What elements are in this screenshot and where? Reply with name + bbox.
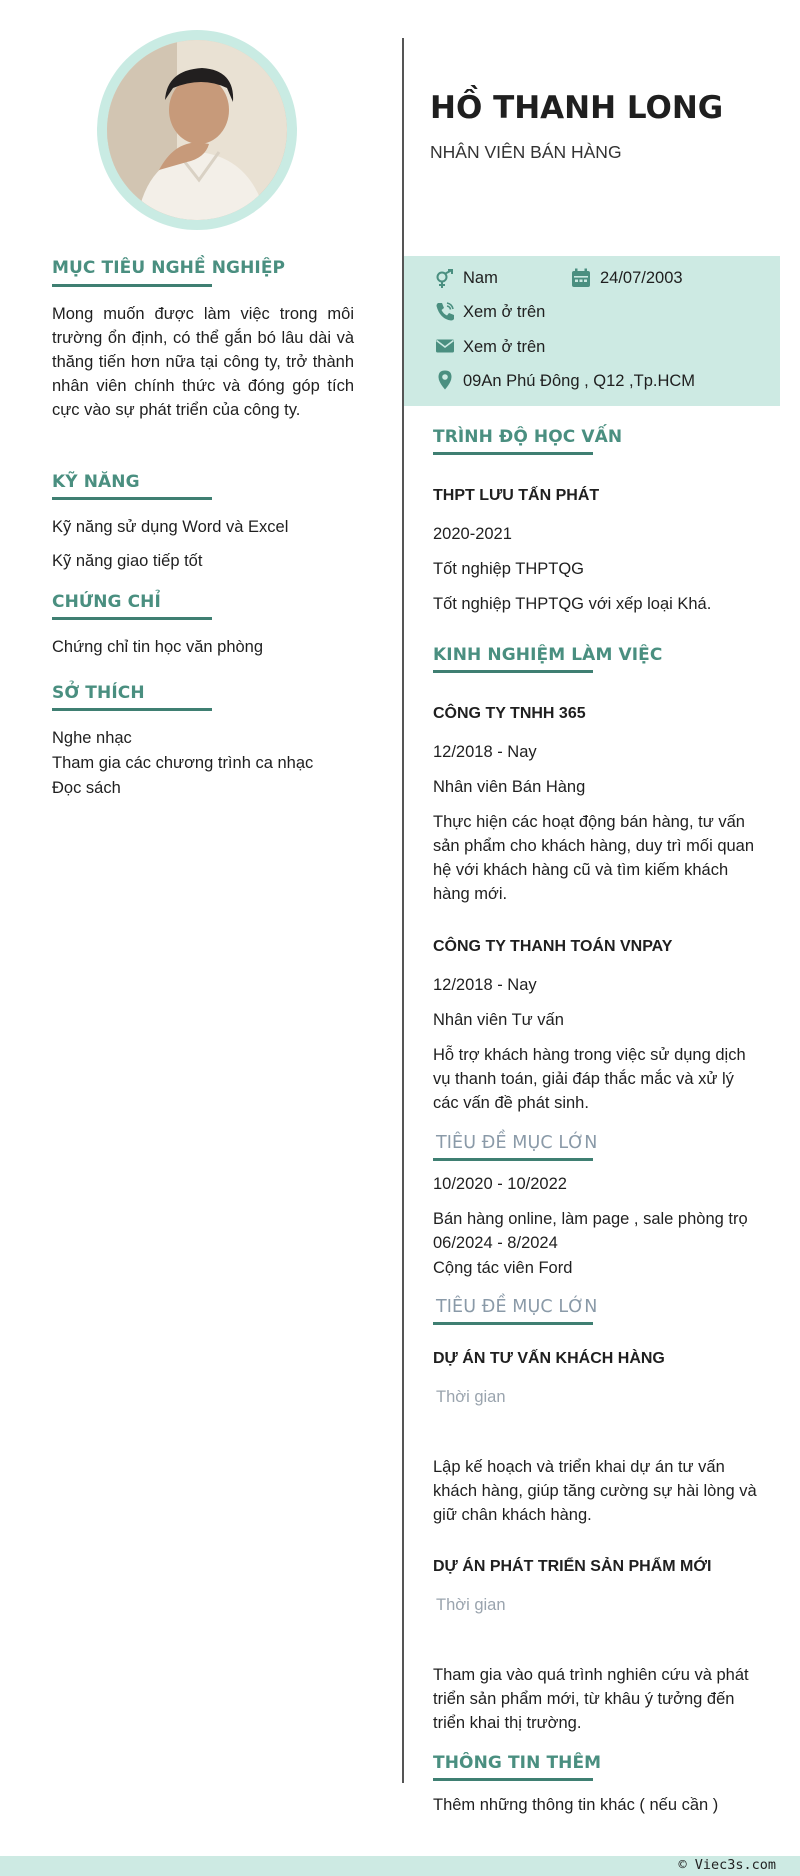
address-value: 09An Phú Đông , Q12 ,Tp.HCM — [463, 372, 696, 390]
education-title-underline — [433, 452, 593, 455]
project-time: Thời gian — [436, 1596, 506, 1614]
job-period: 12/2018 - Nay — [433, 743, 537, 761]
location-pin-icon — [434, 369, 456, 391]
job-description: Thực hiện các hoạt động bán hàng, tư vấn sản phẩm cho khách hàng, duy trì mối quan hệ với khách hàng cũ và tìm kiếm khách hàng mới. — [433, 813, 755, 903]
extra-line: 06/2024 - 8/2024 — [433, 1234, 558, 1252]
education-degree: Tốt nghiệp THPTQG — [433, 560, 585, 578]
phone-icon — [434, 300, 456, 322]
experience-title: KINH NGHIỆM LÀM VIỆC — [433, 645, 663, 665]
project-time: Thời gian — [436, 1388, 506, 1406]
additional-title-underline — [433, 1778, 593, 1781]
skill-item: Kỹ năng giao tiếp tốt — [52, 552, 203, 570]
experience-title-underline — [433, 670, 593, 673]
birthday-value: 24/07/2003 — [600, 269, 683, 287]
project-description: Tham gia vào quá trình nghiên cứu và phát triển sản phẩm mới, từ khâu ý tưởng đến triển khai thị trường. — [433, 1666, 749, 1732]
hobby-item: Nghe nhạc — [52, 729, 132, 747]
extra-section-title-underline — [433, 1158, 593, 1161]
hobbies-title-underline — [52, 708, 212, 711]
extra-section-title-underline — [433, 1322, 593, 1325]
footer-watermark: © Viec3s.com — [678, 1857, 776, 1873]
job-role: Nhân viên Tư vấn — [433, 1011, 564, 1029]
gender-value: Nam — [463, 269, 498, 287]
education-description: Tốt nghiệp THPTQG với xếp loại Khá. — [433, 595, 712, 613]
hobby-item: Đọc sách — [52, 779, 121, 797]
extra-line: Bán hàng online, làm page , sale phòng trọ — [433, 1210, 748, 1228]
email-value: Xem ở trên — [463, 338, 546, 356]
certificate-item: Chứng chỉ tin học văn phòng — [52, 638, 264, 656]
candidate-name: HỒ THANH LONG — [430, 90, 724, 126]
objective-title-underline — [52, 284, 212, 287]
skill-item: Kỹ năng sử dụng Word và Excel — [52, 518, 289, 536]
certificates-title: CHỨNG CHỈ — [52, 592, 161, 612]
hobby-item: Tham gia các chương trình ca nhạc — [52, 754, 314, 772]
education-period: 2020-2021 — [433, 525, 512, 543]
extra-section-title: TIÊU ĐỀ MỤC LỚN — [436, 1297, 598, 1317]
hobbies-title: SỞ THÍCH — [52, 683, 145, 703]
additional-title: THÔNG TIN THÊM — [433, 1753, 602, 1773]
project-name: DỰ ÁN PHÁT TRIỂN SẢN PHẨM MỚI — [433, 1558, 712, 1575]
job-role: Nhân viên Bán Hàng — [433, 778, 586, 796]
extra-section-title: TIÊU ĐỀ MỤC LỚN — [436, 1133, 598, 1153]
candidate-position: NHÂN VIÊN BÁN HÀNG — [430, 142, 622, 162]
avatar — [97, 30, 297, 230]
gender-icon — [434, 268, 456, 290]
job-company: CÔNG TY TNHH 365 — [433, 705, 586, 722]
objective-title: MỤC TIÊU NGHỀ NGHIỆP — [52, 258, 286, 278]
project-description: Lập kế hoạch và triển khai dự án tư vấn khách hàng, giúp tăng cường sự hài lòng và giữ chân khách hàng. — [433, 1458, 757, 1524]
email-icon — [434, 335, 456, 357]
education-school: THPT LƯU TẤN PHÁT — [433, 487, 600, 504]
skills-title-underline — [52, 497, 212, 500]
job-period: 12/2018 - Nay — [433, 976, 537, 994]
phone-value: Xem ở trên — [463, 303, 546, 321]
skills-title: KỸ NĂNG — [52, 472, 140, 492]
job-description: Hỗ trợ khách hàng trong việc sử dụng dịch vụ thanh toán, giải đáp thắc mắc và xử lý các vấn đề phát sinh. — [433, 1046, 746, 1112]
extra-line: Cộng tác viên Ford — [433, 1259, 573, 1277]
job-company: CÔNG TY THANH TOÁN VNPAY — [433, 938, 673, 955]
additional-text: Thêm những thông tin khác ( nếu cần ) — [433, 1796, 719, 1814]
education-title: TRÌNH ĐỘ HỌC VẤN — [433, 427, 623, 447]
project-name: DỰ ÁN TƯ VẤN KHÁCH HÀNG — [433, 1350, 665, 1367]
extra-period: 10/2020 - 10/2022 — [433, 1175, 567, 1193]
objective-text: Mong muốn được làm việc trong môi trường ổn định, có thể gắn bó lâu dài và thăng tiến hơn nữa tại công ty, trở thành nhân viên chính thức và đóng góp tích cực vào sự phát triển của công ty. — [52, 305, 354, 419]
profile-photo — [107, 40, 287, 220]
certificates-title-underline — [52, 617, 212, 620]
calendar-icon — [570, 267, 592, 289]
